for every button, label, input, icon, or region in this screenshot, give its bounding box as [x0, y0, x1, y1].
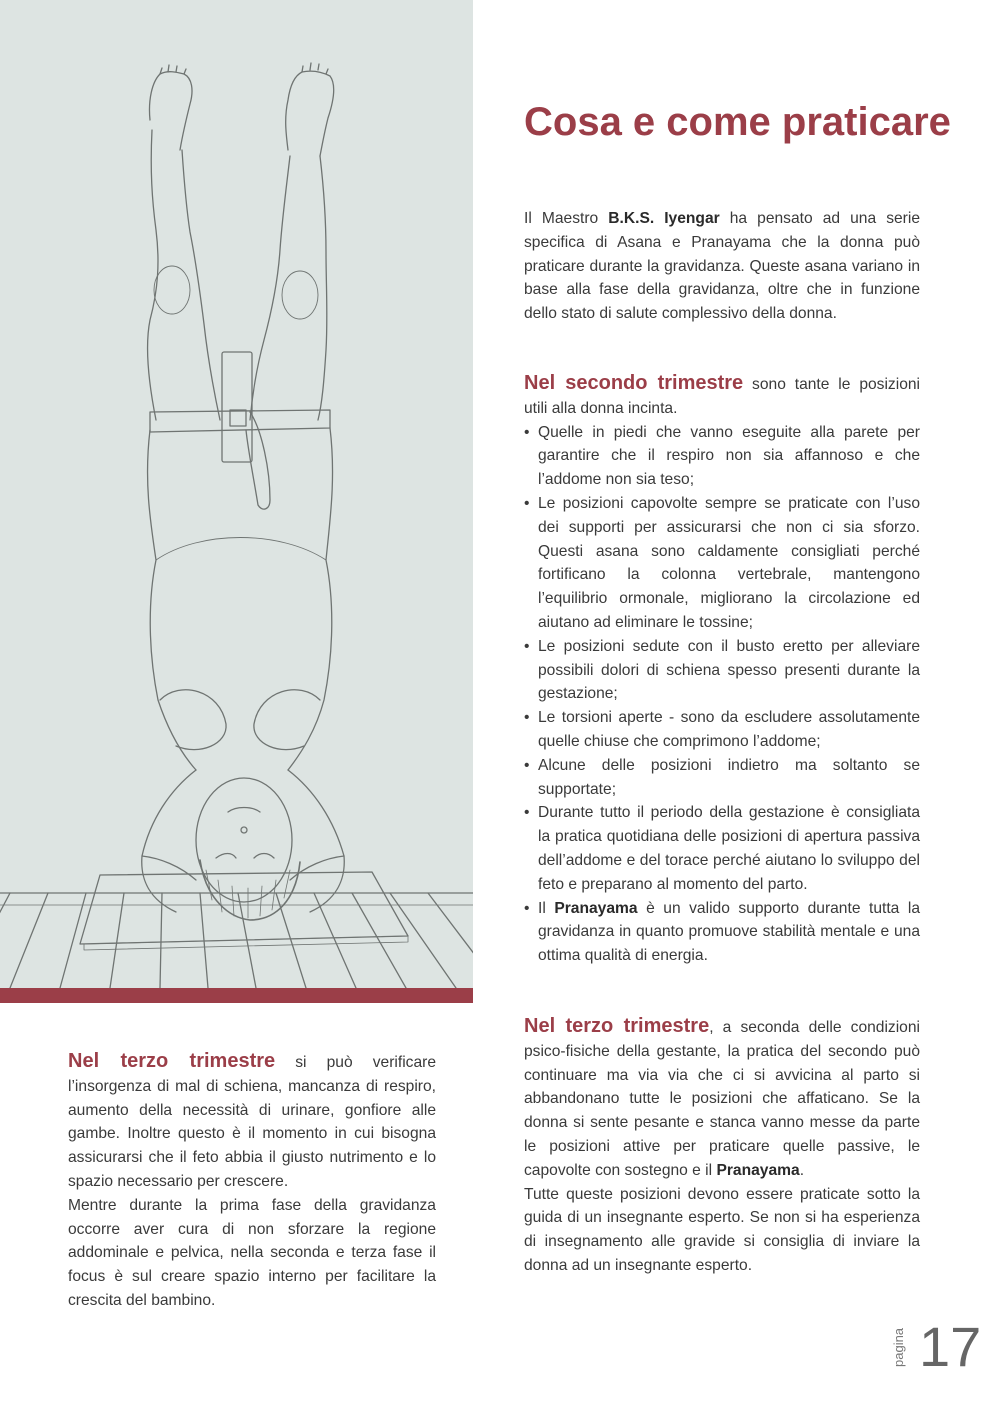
second-trimester-heading: Nel secondo trimestre: [524, 372, 744, 394]
list-item: • Quelle in piedi che vanno eseguite alla parete per garantire che il respiro non sia affannoso e che l’addome non sia teso;: [524, 421, 920, 492]
page-number: 17: [919, 1315, 982, 1378]
guidance-paragraph: Tutte queste posizioni devono essere praticate sotto la guida di un insegnante esperto. Se non si ha esperienza di insegnamento alle gravide si consiglia di inviare la donna ad un insegnante esperto.: [524, 1185, 920, 1274]
intro-paragraph: Il Maestro B.K.S. Iyengar ha pensato ad una serie specifica di Asana e Pranayama che la donna può praticare durante la gravidanza. Queste asana variano in base alla fase della gravidanza, oltre che in funzione dello stato di salute complessivo della donna.: [524, 210, 920, 323]
list-item: • Le posizioni sedute con il busto eretto per alleviare possibili dolori di schiena spesso presenti durante la gestazione;: [524, 635, 920, 706]
page-title: Cosa e come praticare: [524, 100, 951, 144]
list-item: • Il Pranayama è un valido supporto durante tutta la gravidanza in quanto promuove stabilità mentale e una ottima qualità di energia.: [524, 897, 920, 968]
list-item: • Le torsioni aperte - sono da escludere assolutamente quelle chiuse che comprimono l’addome;: [524, 706, 920, 754]
headstand-illustration: [0, 0, 473, 988]
page-label: pagina: [891, 1327, 906, 1367]
list-item: • Alcune delle posizioni indietro ma soltanto se supportate;: [524, 754, 920, 802]
third-trimester-heading: Nel terzo trimestre: [524, 1015, 710, 1037]
maestro-name: B.K.S. Iyengar: [608, 210, 720, 227]
focus-paragraph: Mentre durante la prima fase della gravidanza occorre aver cura di non sforzare la regione addominale e pelvica, nella seconda e terza fase il focus è sul creare spazio interno per facilitare la crescita del bambino.: [68, 1196, 436, 1309]
second-trimester-list: [524, 421, 920, 968]
third-trimester-heading: Nel terzo trimestre: [68, 1050, 276, 1072]
list-item: • Le posizioni capovolte sempre se praticate con l’uso dei supporti per assicurarsi che non ci sia sforzo. Questi asana sono caldamente consigliati perché fortificano la colonna vertebrale, mantengono l’equilibrio ormonale, migliorano la circolazione ed aiutano ad eliminare le tossine;: [524, 492, 920, 635]
third-trimester-right-section: Nel terzo trimestre, a seconda delle condizioni psico-fisiche della gestante, la pratica del secondo può continuare ma via via che ci si avvicina al parto si abbandonano tutte le posizioni che affaticano. Se la donna si sente pesante e stanca vanno messe da parte le posizioni attive per praticare quelle passive, le capovolte con sostegno e il Pranayama. Tutte queste posizioni devono essere praticate sotto la guida di un insegnante esperto. Se non si ha esperienza di insegnamento alle gravide si consiglia di inviare la donna ad un insegnante esperto.: [524, 1015, 920, 1278]
second-trimester-section: Nel secondo trimestre sono tante le posizioni utili alla donna incinta. • Quelle in piedi che vanno eseguite alla parete per garantire che il respiro non sia affannoso e che l’addome non sia teso; • Le posizioni capovolte sempre se praticate con l’uso dei supporti per assicurarsi che non ci sia sforzo. Questi asana sono caldamente consigliati perché fortificano la colonna vertebrale, mantengono l’equilibrio ormonale, migliorano la circolazione ed aiutano ad eliminare le tossine; • Le posizioni sedute con il busto eretto per alleviare possibili dolori di schiena spesso presenti durante la gestazione; • Le torsioni aperte - sono da escludere assolutamente quelle chiuse che comprimono l’addome; • Alcune delle posizioni indietro ma soltanto se supportate; • Durante tutto il periodo della gestazione è consigliata la pratica quotidiana delle posizioni di apertura passiva dell’addome e del torace perché aiutano lo sviluppo del feto e preparano al momento del parto. • Il Pranayama è un valido supporto durante tutta la gravidanza in quanto promuove stabilità mentale e una ottima qualità di energia.: [524, 372, 920, 968]
third-trimester-left-section: Nel terzo trimestre si può verificare l’insorgenza di mal di schiena, mancanza di respiro, aumento della necessità di urinare, gonfiore alle gambe. Inoltre questo è il momento in cui bisogna assicurarsi che il feto abbia il giusto nutrimento e lo spazio necessario per crescere. Mentre durante la prima fase della gravidanza occorre aver cura di non sforzare la regione addominale e pelvica, nella seconda e terza fase il focus è sul creare spazio interno per facilitare la crescita del bambino.: [68, 1050, 436, 1313]
list-item: • Durante tutto il periodo della gestazione è consigliata la pratica quotidiana delle posizioni di apertura passiva dell’addome e del torace perché aiutano lo sviluppo del feto e preparano al momento del parto.: [524, 801, 920, 896]
accent-bar: [0, 988, 473, 1003]
pencil-sketch: [0, 0, 473, 988]
